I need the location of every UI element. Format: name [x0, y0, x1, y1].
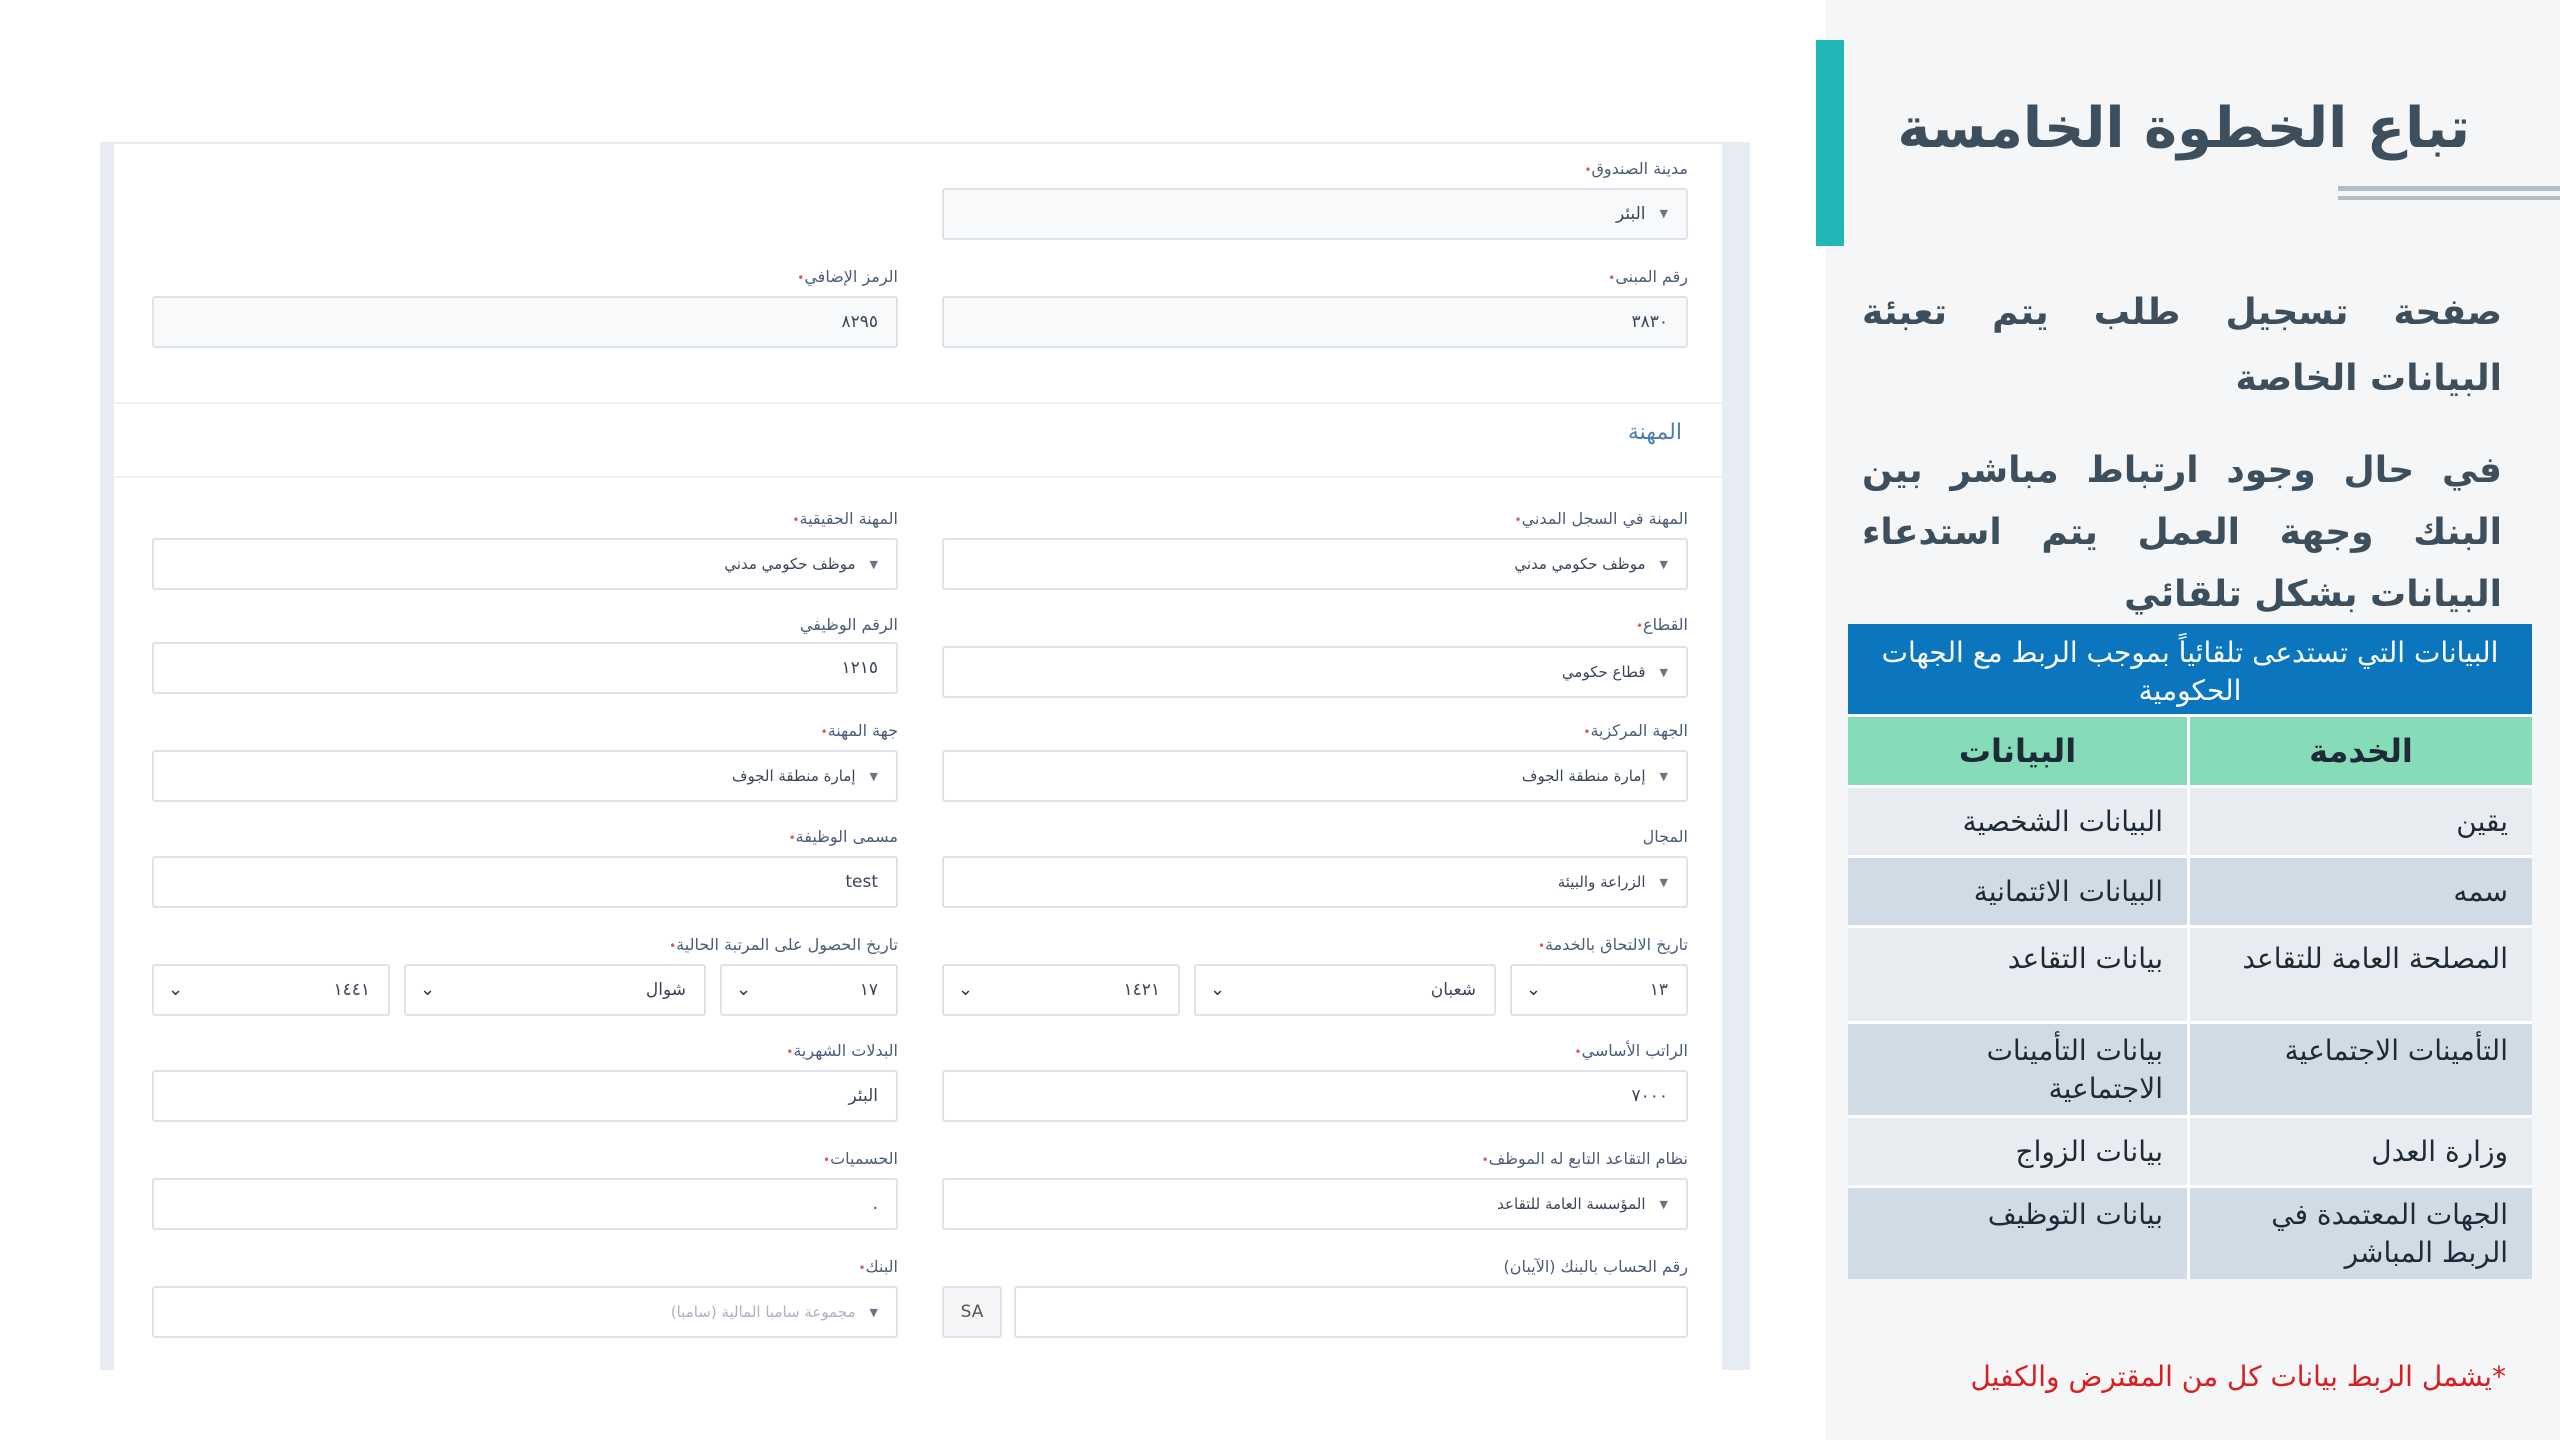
cell-data: البيانات الشخصية	[1848, 788, 2190, 855]
auto-fetch-table	[1848, 624, 2532, 1279]
page-title: تباع الخطوة الخامسة	[1897, 96, 2470, 161]
cell-service: يقين	[2190, 788, 2532, 855]
iban-input[interactable]	[1014, 1286, 1688, 1338]
join-date-label: تاريخ الالتحاق بالخدمة	[1545, 935, 1688, 954]
monthly-allowance-label: البدلات الشهرية	[793, 1041, 898, 1060]
title-underline	[2338, 186, 2560, 191]
job-no-input[interactable]: ١٢١٥	[152, 642, 898, 694]
job-entity-label: جهة المهنة	[827, 721, 898, 740]
cell-data: بيانات الزواج	[1848, 1118, 2190, 1185]
caret-down-icon: ▼	[869, 557, 878, 571]
footnote: *يشمل الربط بيانات كل من المقترض والكفيل	[1970, 1360, 2506, 1393]
chevron-down-icon: ⌄	[1526, 979, 1542, 1000]
caret-down-icon: ▼	[1659, 207, 1668, 220]
caret-down-icon: ▼	[1659, 1197, 1668, 1211]
field-select[interactable]: ▼الزراعة والبيئة	[942, 856, 1688, 908]
rank-date-label: تاريخ الحصول على المرتبة الحالية	[676, 935, 898, 954]
building-no-input[interactable]: ٣٨٣٠	[942, 296, 1688, 348]
real-job-group: المهنة الحقيقية•	[792, 509, 898, 528]
col-header-data: البيانات	[1848, 717, 2190, 785]
join-year-select[interactable]: ١٤٢١ ⌄	[942, 964, 1180, 1016]
cell-service: المصلحة العامة للتقاعد	[2190, 928, 2532, 1021]
civil-job-group: المهنة في السجل المدني•	[1514, 509, 1688, 528]
extra-code-input[interactable]: ٨٢٩٥	[152, 296, 898, 348]
caret-down-icon: ▼	[1659, 557, 1668, 571]
civil-job-label: المهنة في السجل المدني	[1521, 509, 1688, 528]
iban-group	[1504, 1256, 1688, 1278]
table-row	[1848, 1021, 2532, 1115]
cell-data: البيانات الائتمانية	[1848, 858, 2190, 925]
job-no-label: الرقم الوظيفي	[799, 615, 898, 634]
table-row	[1848, 1185, 2532, 1279]
box-city-group: مدينة الصندوق•	[1584, 159, 1688, 178]
cell-data: بيانات التأمينات الاجتماعية	[1848, 1024, 2190, 1115]
box-city-label: مدينة الصندوق	[1591, 159, 1688, 178]
job-entity-select[interactable]: ▼إمارة منطقة الجوف	[152, 750, 898, 802]
caret-down-icon: ▼	[869, 769, 878, 783]
real-job-select[interactable]: ▼موظف حكومي مدني	[152, 538, 898, 590]
monthly-allowance-input[interactable]: البئر	[152, 1070, 898, 1122]
retirement-system-select[interactable]: ▼المؤسسة العامة للتقاعد	[942, 1178, 1688, 1230]
table-caption: البيانات التي تستدعى تلقائياً بموجب الربط مع الجهات الحكومية	[1848, 624, 2532, 714]
bank-group: البنك•	[858, 1257, 898, 1276]
cell-service: التأمينات الاجتماعية	[2190, 1024, 2532, 1115]
cell-service: وزارة العدل	[2190, 1118, 2532, 1185]
job-title-group: مسمى الوظيفة•	[788, 827, 898, 846]
section-title-profession: المهنة	[1627, 420, 1682, 445]
chevron-down-icon: ⌄	[1210, 979, 1226, 1000]
cell-service: سمه	[2190, 858, 2532, 925]
basic-salary-input[interactable]: ٧٠٠٠	[942, 1070, 1688, 1122]
central-entity-label: الجهة المركزية	[1590, 721, 1688, 740]
deductions-input[interactable]: .	[152, 1178, 898, 1230]
table-header-row	[1848, 714, 2532, 785]
job-entity-group: جهة المهنة•	[820, 721, 898, 740]
deductions-label: الحسميات	[830, 1149, 898, 1168]
description-paragraph-1: صفحة تسجيل طلب يتم تعبئة البيانات الخاصة	[1862, 292, 2502, 399]
building-no-group: رقم المبنى•	[1608, 267, 1688, 286]
sector-select[interactable]: ▼قطاع حكومي	[942, 646, 1688, 698]
job-no-group	[800, 614, 898, 636]
caret-down-icon: ▼	[1659, 665, 1668, 679]
cell-data: بيانات التقاعد	[1848, 928, 2190, 1021]
bank-select[interactable]: ▼مجموعة سامبا المالية (سامبا)	[152, 1286, 898, 1338]
chevron-down-icon: ⌄	[958, 979, 974, 1000]
iban-prefix: SA	[942, 1286, 1002, 1338]
real-job-label: المهنة الحقيقية	[799, 509, 898, 528]
sector-label: القطاع	[1643, 615, 1688, 634]
table-row	[1848, 785, 2532, 855]
box-city-select[interactable]: ▼البئر	[942, 188, 1688, 240]
join-day-select[interactable]: ١٣ ⌄	[1510, 964, 1688, 1016]
deductions-group: الحسميات•	[822, 1149, 898, 1168]
retirement-system-label: نظام التقاعد التابع له الموظف	[1488, 1149, 1688, 1168]
rank-month-select[interactable]: شوال ⌄	[404, 964, 706, 1016]
chevron-down-icon: ⌄	[420, 979, 436, 1000]
description-paragraph-2: في حال وجود ارتباط مباشر بين البنك وجهة العمل يتم استدعاء البيانات بشكل تلقائي	[1862, 450, 2502, 615]
accent-bar	[1816, 40, 1844, 246]
caret-down-icon: ▼	[1659, 769, 1668, 783]
join-date-group: تاريخ الالتحاق بالخدمة•	[1537, 935, 1688, 954]
sector-group: القطاع•	[1635, 615, 1688, 634]
table-row	[1848, 855, 2532, 925]
rank-day-select[interactable]: ١٧ ⌄	[720, 964, 898, 1016]
bank-label: البنك	[865, 1257, 898, 1276]
central-entity-select[interactable]: ▼إمارة منطقة الجوف	[942, 750, 1688, 802]
central-entity-group: الجهة المركزية•	[1583, 721, 1688, 740]
job-title-label: مسمى الوظيفة	[795, 827, 898, 846]
chevron-down-icon: ⌄	[168, 979, 184, 1000]
civil-job-select[interactable]: ▼موظف حكومي مدني	[942, 538, 1688, 590]
join-month-select[interactable]: شعبان ⌄	[1194, 964, 1496, 1016]
cell-data: بيانات التوظيف	[1848, 1188, 2190, 1279]
chevron-down-icon: ⌄	[736, 979, 752, 1000]
basic-salary-group: الراتب الأساسي•	[1574, 1041, 1688, 1060]
divider	[114, 476, 1722, 478]
cell-service: الجهات المعتمدة في الربط المباشر	[2190, 1188, 2532, 1279]
extra-code-label: الرمز الإضافي	[804, 267, 898, 286]
job-title-input[interactable]: test	[152, 856, 898, 908]
rank-date-group: تاريخ الحصول على المرتبة الحالية•	[669, 935, 898, 954]
caret-down-icon: ▼	[1659, 875, 1668, 889]
divider	[114, 402, 1722, 404]
retirement-system-group: نظام التقاعد التابع له الموظف•	[1481, 1149, 1688, 1168]
title-underline	[2338, 196, 2560, 200]
caret-down-icon: ▼	[869, 1305, 878, 1319]
building-no-label: رقم المبنى	[1615, 267, 1688, 286]
registration-form-screenshot	[100, 142, 1750, 1370]
rank-year-select[interactable]: ١٤٤١ ⌄	[152, 964, 390, 1016]
extra-code-group: الرمز الإضافي•	[797, 267, 898, 286]
table-row	[1848, 1115, 2532, 1185]
field-label: المجال	[1642, 827, 1688, 846]
monthly-allowance-group: البدلات الشهرية•	[786, 1041, 898, 1060]
field-group	[1643, 826, 1688, 848]
col-header-service: الخدمة	[2190, 717, 2532, 785]
iban-label: رقم الحساب بالبنك (الآيبان)	[1503, 1257, 1688, 1276]
basic-salary-label: الراتب الأساسي	[1581, 1041, 1688, 1060]
table-row	[1848, 925, 2532, 1021]
